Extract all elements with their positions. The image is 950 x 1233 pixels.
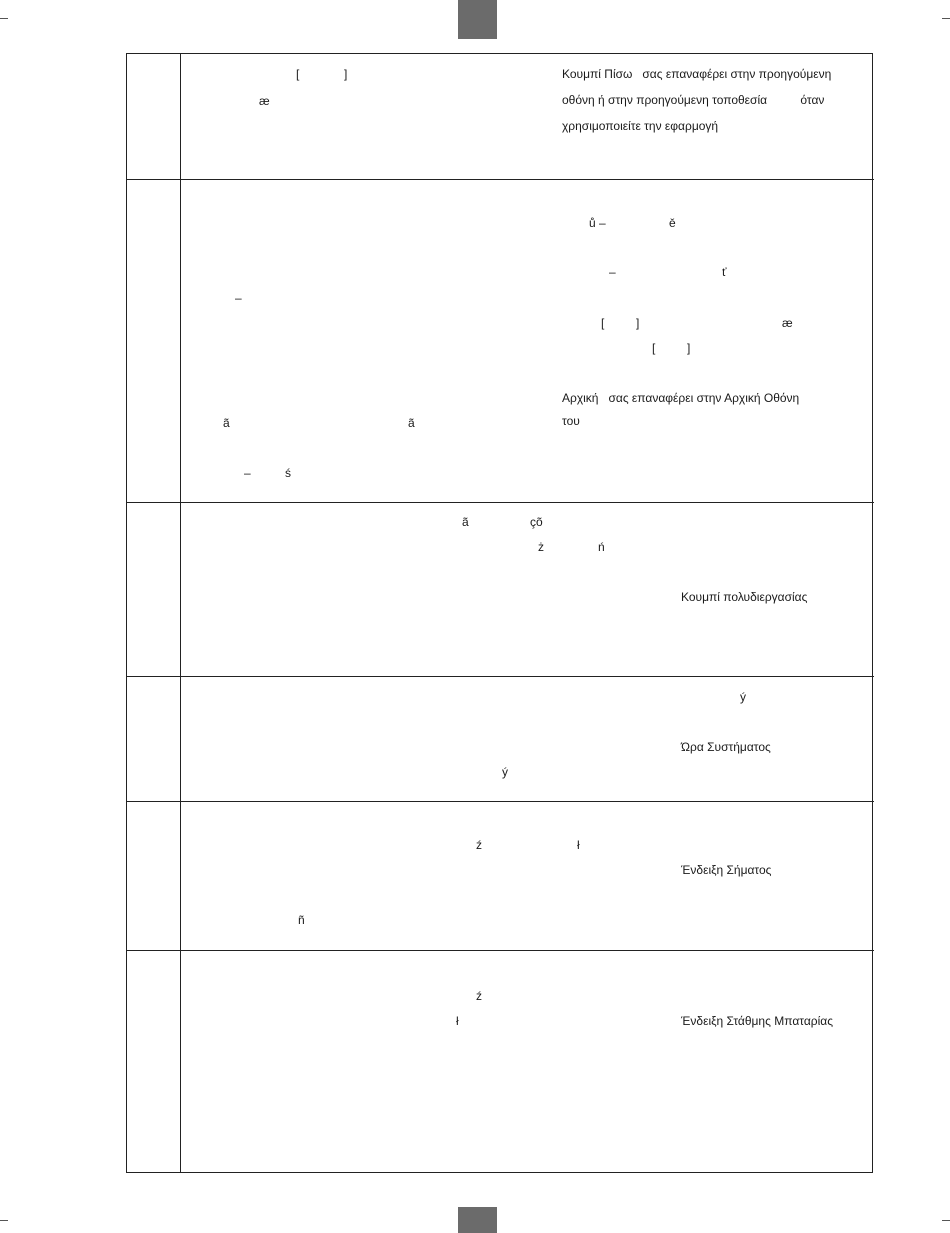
glyph: [ <box>601 316 605 330</box>
glyph: – <box>235 291 242 305</box>
system-time-label: Ώρα Συστήματος <box>681 740 771 754</box>
row-divider <box>127 502 874 503</box>
battery-label: Ένδειξη Στάθμης Μπαταρίας <box>681 1014 833 1028</box>
glyph: ź <box>476 838 482 852</box>
text-line: Κουμπί Πίσω σας επαναφέρει στην προηγούμενη <box>562 67 832 81</box>
back-description <box>562 61 831 139</box>
crop-mark <box>0 18 8 19</box>
glyph: – <box>609 265 616 279</box>
glyph: ě <box>669 216 676 230</box>
text-line: του <box>562 414 580 428</box>
glyph: [ <box>652 341 656 355</box>
glyph: ] <box>636 316 640 330</box>
glyph: ś <box>285 466 291 480</box>
column-divider <box>180 54 181 1172</box>
crop-mark <box>942 1220 950 1221</box>
glyph: ń <box>598 540 605 554</box>
glyph: ã <box>408 416 415 430</box>
home-description <box>562 385 799 431</box>
glyph: ť <box>722 265 727 279</box>
page-tab-top <box>458 0 497 39</box>
page-tab-bottom <box>458 1207 497 1233</box>
crop-mark <box>942 18 950 19</box>
text-line: χρησιμοποιείτε την εφαρμογή <box>562 119 719 133</box>
glyph: ñ <box>298 913 305 927</box>
glyph: ã <box>223 416 230 430</box>
glyph: ] <box>687 341 691 355</box>
glyph: ł <box>577 838 580 852</box>
crop-mark <box>0 1220 8 1221</box>
glyph: ] <box>344 67 348 81</box>
glyph: æ <box>259 94 270 108</box>
text-line: Αρχική σας επαναφέρει στην Αρχική Οθόνη <box>562 391 800 405</box>
row-divider <box>127 676 874 677</box>
row-divider <box>127 179 874 180</box>
row-divider <box>127 801 874 802</box>
glyph: ý <box>502 765 508 779</box>
glyph: ł <box>456 1014 459 1028</box>
glyph: ů – <box>589 216 606 230</box>
glyph: – <box>244 466 251 480</box>
row-divider <box>127 950 874 951</box>
glyph: [ <box>296 67 300 81</box>
function-table <box>126 53 873 1173</box>
text-line: οθόνη ή στην προηγούμενη τοποθεσία όταν <box>562 93 825 107</box>
glyph: çõ <box>530 515 543 529</box>
signal-label: Ένδειξη Σήματος <box>681 863 772 877</box>
glyph: ã <box>462 515 469 529</box>
glyph: ý <box>740 690 746 704</box>
glyph: æ <box>782 316 793 330</box>
glyph: ż <box>538 540 544 554</box>
glyph: ź <box>476 989 482 1003</box>
multitask-label: Κουμπί πολυδιεργασίας <box>681 590 808 604</box>
